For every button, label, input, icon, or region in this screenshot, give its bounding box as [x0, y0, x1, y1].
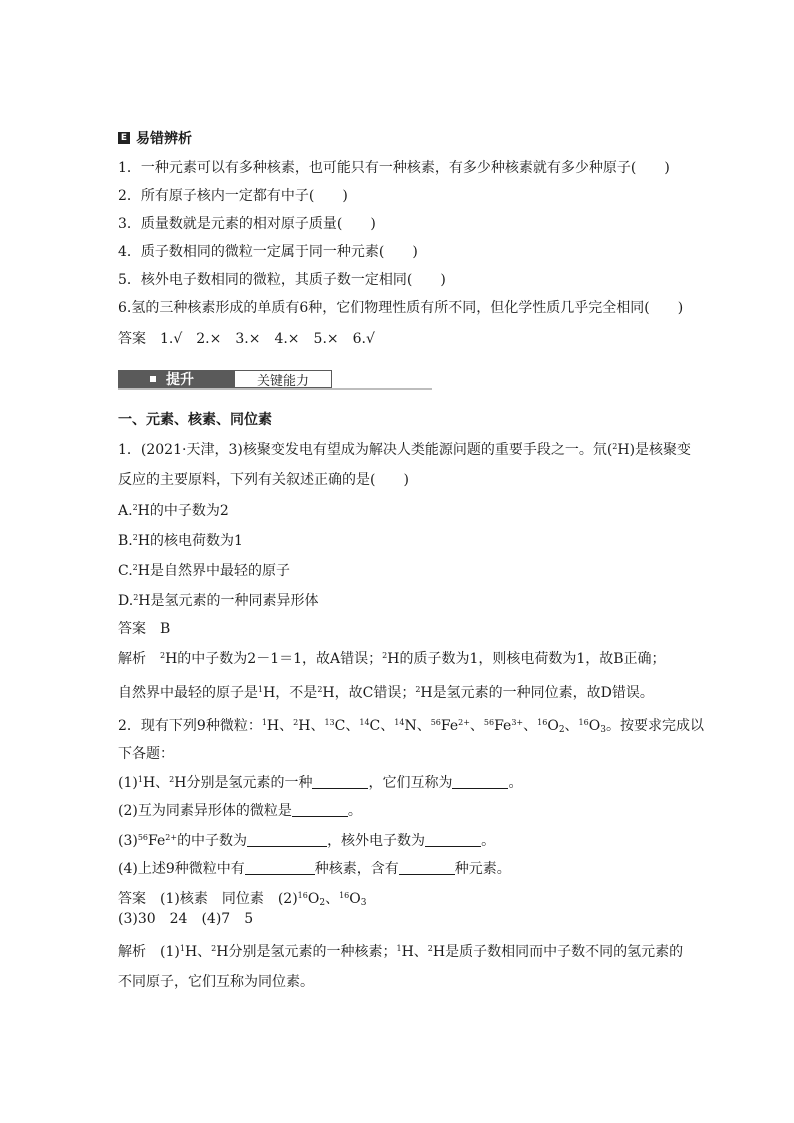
e-box-icon: E	[118, 132, 130, 144]
part-label: (3)	[118, 833, 138, 849]
subsection-title: 一、元素、核素、同位素	[118, 412, 272, 428]
q1-stem-text: 1．(2021·天津，3)核聚变发电有望成为解决人类能源问题的重要手段之一。氘(	[118, 442, 613, 458]
judgement-item-1: 1．一种元素可以有多种核素，也可能只有一种核素，有多少种核素就有多少种原子( )	[118, 160, 670, 176]
mass-number: 1	[396, 944, 402, 953]
mass-number: 14	[359, 718, 370, 727]
answer-blank	[425, 832, 481, 847]
option-label: D.	[118, 593, 134, 609]
mass-number: 16	[339, 891, 350, 900]
analysis-text: H是氢元素的一种同位素，故D错误。	[420, 685, 654, 701]
option-text: H是氢元素的一种同素异形体	[138, 593, 319, 609]
q2-stem-line-1: 2．现有下列9种微粒：$^1$H、$^2$H、$^{13}$C、$^{14}$C、$^{14}$N、$^{56}Fe^{2+}$、$^{56}Fe^{3+}$、$^{16}O_2$、$^{16}O_3$。按要求完成以	[118, 718, 704, 735]
q2-analysis-line-2: 不同原子，它们互称为同位素。	[118, 974, 314, 990]
option-label: C.	[118, 563, 133, 579]
part-text: 种元素。	[454, 861, 511, 877]
q1-analysis-line-1	[118, 649, 666, 669]
part-text: 。	[347, 803, 362, 819]
analysis-label: 解析 (1)	[118, 944, 180, 960]
part-text: H分别是氢元素的一种	[174, 775, 313, 791]
option-text: H的核电荷数为1	[137, 533, 243, 549]
q1-option-b	[118, 531, 243, 551]
analysis-text: H分别是氢元素的一种核素；	[216, 944, 397, 960]
answer-text: 答案 (1)核素 同位素 (2)	[118, 891, 298, 907]
subscript: 3	[360, 898, 367, 908]
q2-part-1	[118, 773, 522, 793]
answer-blank	[245, 860, 315, 875]
section-header	[118, 128, 192, 148]
mass-number: 16	[537, 718, 548, 727]
mass-number: 2	[133, 593, 139, 602]
q2-part-4	[118, 859, 511, 879]
mass-number: 1	[261, 718, 267, 727]
q2-analysis-line-1	[118, 942, 683, 962]
key-ability-banner	[118, 370, 432, 390]
mass-number: 1	[179, 944, 185, 953]
part-text: 。	[481, 833, 496, 849]
part-text: Fe	[148, 833, 166, 849]
mass-number: 2	[132, 533, 138, 542]
analysis-text: H、	[184, 944, 212, 960]
mass-number: 16	[578, 718, 589, 727]
answer-blank	[247, 832, 327, 847]
mass-number: 2	[132, 563, 138, 572]
q1-option-c	[118, 561, 290, 581]
q2-part-3	[118, 831, 495, 851]
mass-number: 2	[415, 685, 421, 694]
mass-number: 56	[483, 718, 495, 727]
part-text: H、	[142, 775, 170, 791]
analysis-text: 自然界中最轻的原子是	[118, 685, 258, 701]
mass-number: 1	[137, 775, 143, 784]
q1-answer: 答案 B	[118, 621, 171, 637]
analysis-text: H是质子数相同而中子数不同的氢元素的	[432, 944, 684, 960]
analysis-text: H、	[401, 944, 428, 960]
mass-number: 2	[427, 944, 433, 953]
answer-blank	[452, 774, 508, 789]
q1-option-a	[118, 501, 229, 521]
analysis-text: H，故C错误；	[322, 685, 416, 701]
subscript: 3	[600, 725, 606, 735]
analysis-text: H的中子数为2－1＝1，故A错误；	[165, 651, 383, 667]
q2-part-2	[118, 801, 362, 821]
part-text: 种核素，含有	[314, 861, 399, 877]
q1-analysis-line-2	[118, 683, 654, 703]
charge: 2+	[458, 718, 470, 727]
charge: 2+	[165, 833, 178, 842]
mass-number: 2	[317, 685, 323, 694]
mass-number: 2	[169, 775, 175, 784]
answer-blank	[292, 802, 348, 817]
mass-number: 2	[211, 944, 217, 953]
part-text: ，它们互称为	[368, 775, 453, 791]
q2-answer-line-1: 答案 (1)核素 同位素 $(2)^{16}O_2$、$^{16}O_3$	[118, 891, 367, 908]
subscript: 2	[319, 898, 326, 908]
q2-stem-text: 2．现有下列9种微粒：	[118, 718, 262, 734]
judgement-item-6: 6.氢的三种核素形成的单质有6种，它们物理性质有所不同，但化学性质几乎完全相同( )	[118, 300, 684, 316]
q1-stem-text-end: H)是核聚变	[617, 442, 692, 458]
section-title: 易错辨析	[136, 131, 192, 147]
mass-number: 16	[297, 891, 308, 900]
part-text: (2)互为同素异形体的微粒是	[118, 803, 292, 819]
banner-underline	[118, 388, 432, 390]
answer-blank	[312, 774, 368, 789]
q1-stem-mass-number: 2	[612, 442, 618, 451]
part-text: 的中子数为	[177, 833, 248, 849]
banner-dark-tab	[118, 370, 234, 388]
mass-number: 13	[324, 718, 335, 727]
mass-number: 2	[382, 651, 388, 660]
mass-number: 2	[132, 503, 138, 512]
judgement-item-4: 4．质子数相同的微粒一定属于同一种元素( )	[118, 244, 418, 260]
banner-right-label: 关键能力	[234, 370, 332, 388]
q2-stem-line-2: 下各题：	[118, 746, 174, 762]
q1-stem-line-1	[118, 440, 691, 460]
option-label: B.	[118, 533, 133, 549]
analysis-text: H，不是	[263, 685, 318, 701]
mass-number: 56	[137, 833, 149, 842]
section1-answer: 答案 1.√ 2.× 3.× 4.× 5.× 6.√	[118, 331, 375, 347]
judgement-item-5: 5．核外电子数相同的微粒，其质子数一定相同( )	[118, 272, 446, 288]
square-icon	[150, 376, 156, 382]
part-label: (1)	[118, 775, 138, 791]
option-label: A.	[118, 503, 133, 519]
subscript: 2	[558, 725, 565, 735]
q1-option-d	[118, 591, 319, 611]
judgement-item-3: 3．质量数就是元素的相对原子质量( )	[118, 216, 376, 232]
option-text: H的中子数为2	[137, 503, 229, 519]
part-text: (4)上述9种微粒中有	[118, 861, 245, 877]
q2-answer-line-2: (3)30 24 (4)7 5	[118, 911, 254, 927]
mass-number: 14	[394, 718, 405, 727]
judgement-item-2: 2．所有原子核内一定都有中子( )	[118, 188, 348, 204]
answer-blank	[399, 860, 455, 875]
option-text: H是自然界中最轻的原子	[137, 563, 290, 579]
mass-number: 2	[160, 651, 166, 660]
charge: 3+	[511, 718, 524, 727]
analysis-label: 解析	[118, 651, 160, 667]
analysis-text: H的质子数为1，则核电荷数为1，故B正确；	[387, 651, 666, 667]
mass-number: 56	[430, 718, 441, 727]
mass-number: 1	[258, 685, 264, 694]
part-text: 。	[508, 775, 523, 791]
banner-left-label: 提升	[166, 372, 194, 388]
q1-stem-line-2: 反应的主要原料，下列有关叙述正确的是( )	[118, 472, 409, 488]
part-text: ，核外电子数为	[327, 833, 426, 849]
mass-number: 2	[293, 718, 299, 727]
